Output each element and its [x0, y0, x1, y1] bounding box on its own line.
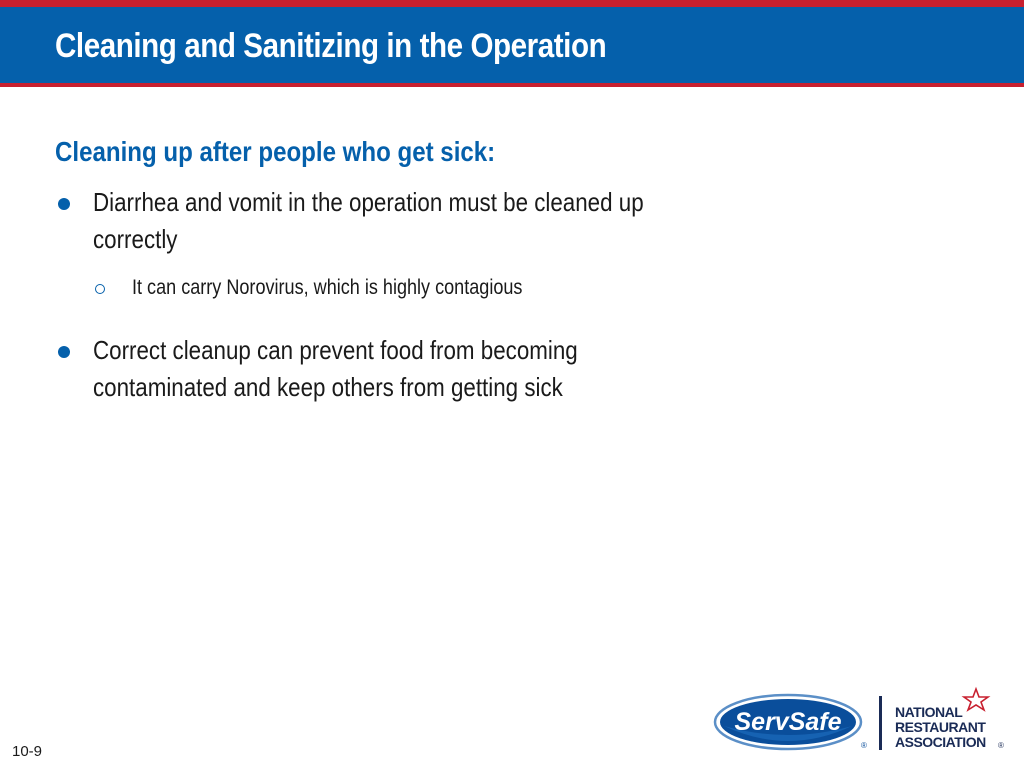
nra-line-1: NATIONAL — [895, 704, 963, 720]
nra-line-3: ASSOCIATION — [895, 734, 986, 750]
bullet-item — [55, 332, 775, 406]
slide-title: Cleaning and Sanitizing in the Operation — [55, 27, 607, 65]
nra-line-2: RESTAURANT — [895, 719, 986, 735]
nra-logo — [895, 689, 1004, 750]
bullet-list — [55, 184, 775, 406]
logo-divider — [879, 696, 882, 750]
footer-logos — [712, 686, 1012, 756]
bullet-text: Correct cleanup can prevent food from becoming contaminated and keep others from getting sick — [93, 335, 578, 402]
title-bar-bottom-rule — [0, 83, 1024, 87]
sub-bullet-ring-icon — [95, 284, 105, 294]
sub-bullet-item — [55, 274, 775, 302]
bullet-text: Diarrhea and vomit in the operation must be cleaned up correctly — [93, 187, 644, 254]
section-heading: Cleaning up after people who get sick: — [55, 136, 496, 167]
bullet-dot-icon — [58, 346, 70, 358]
servsafe-logo-text: ServSafe — [734, 708, 842, 736]
servsafe-logo — [715, 695, 867, 750]
star-icon — [964, 689, 988, 710]
bullet-dot-icon — [58, 198, 70, 210]
slide-body — [55, 134, 775, 406]
page-number: 10-9 — [12, 743, 43, 760]
logo-group — [712, 686, 1012, 756]
svg-text:®: ® — [861, 741, 867, 750]
bullet-item — [55, 184, 775, 258]
title-bar-top-rule — [0, 0, 1024, 7]
sub-bullet-text: It can carry Norovirus, which is highly contagious — [132, 276, 523, 299]
svg-text:®: ® — [998, 741, 1004, 750]
